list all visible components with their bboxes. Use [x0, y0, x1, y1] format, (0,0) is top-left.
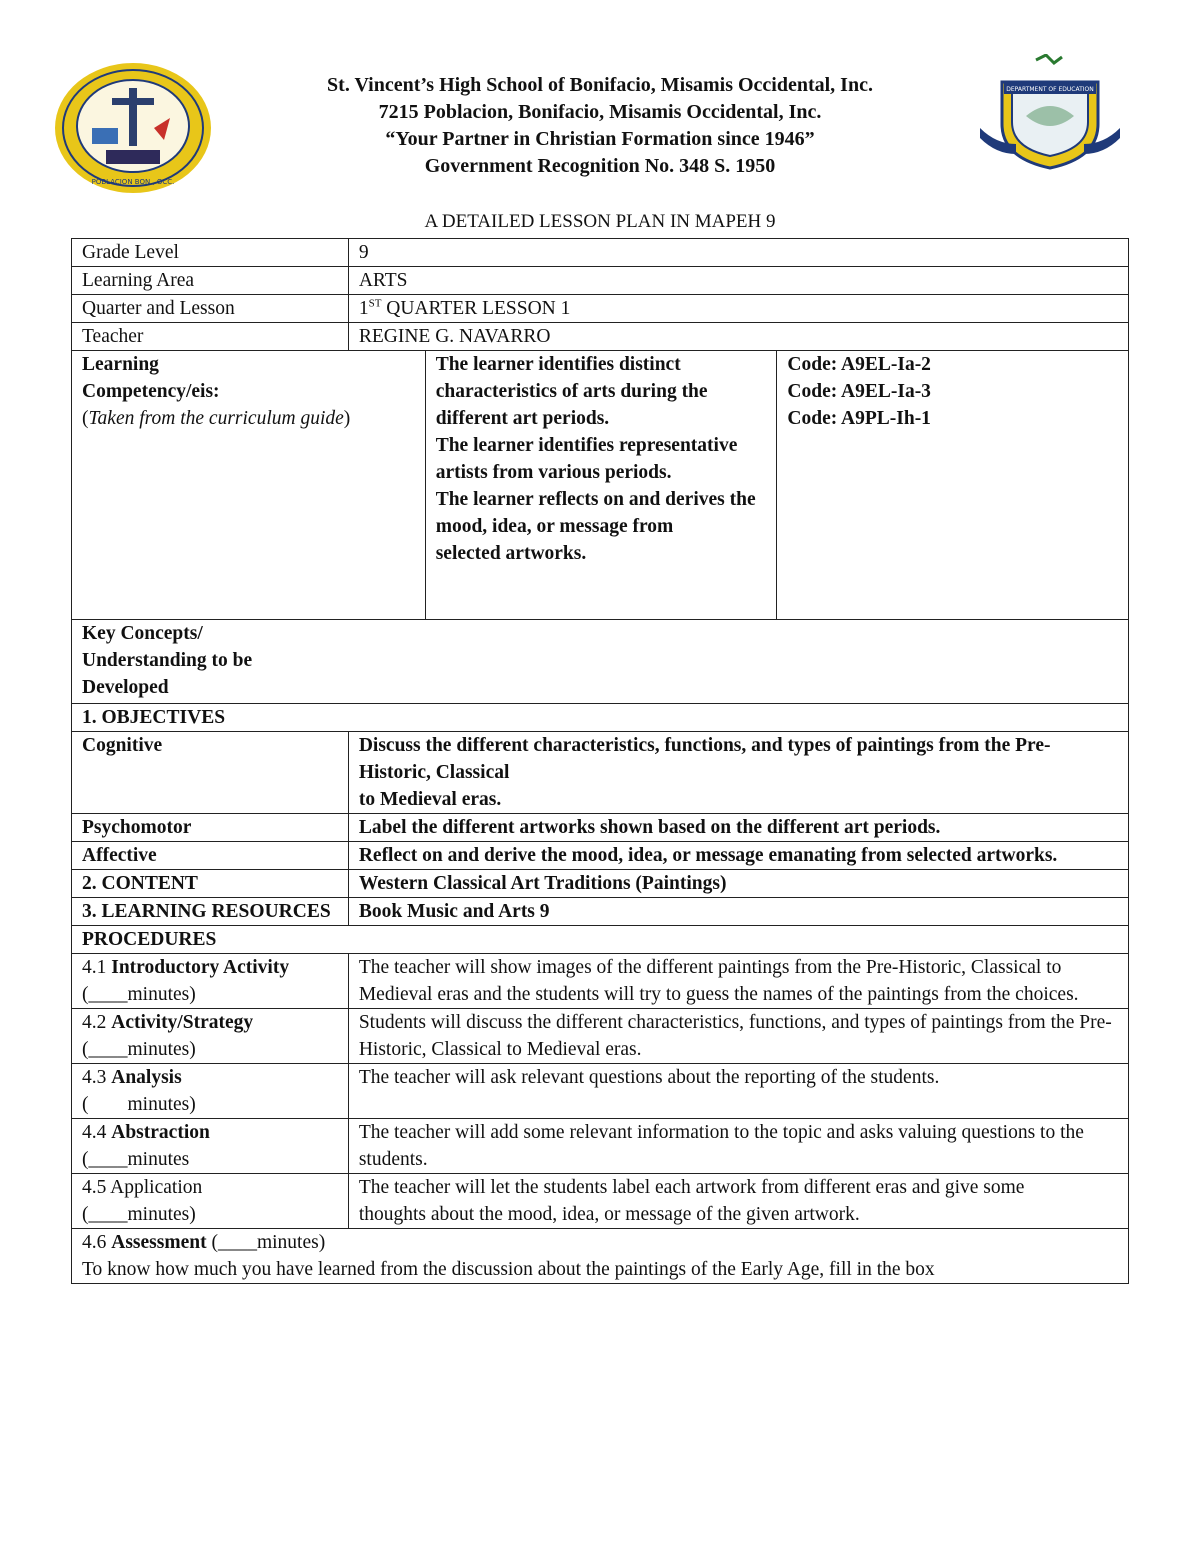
assessment-number: 4.6 — [82, 1232, 112, 1253]
abstraction-line: students. — [358, 1149, 428, 1170]
school-motto: “Your Partner in Christian Formation since 1946” — [385, 128, 815, 150]
assessment-cell — [72, 1229, 1129, 1284]
learning-area-value: ARTS — [348, 267, 1128, 295]
school-header — [220, 72, 980, 180]
table-row — [72, 1174, 1129, 1229]
application-line: The teacher will let the students label each artwork from different eras and give some — [358, 1177, 1025, 1198]
assessment-heading — [82, 1229, 1118, 1256]
government-recognition: Government Recognition No. 348 S. 1950 — [424, 155, 776, 177]
procedures-heading: PROCEDURES — [72, 926, 1129, 954]
deped-seal-logo — [976, 54, 1124, 172]
table-row — [72, 239, 1129, 267]
school-address: 7215 Poblacion, Bonifacio, Misamis Occidental, Inc. — [378, 101, 822, 123]
table-row — [72, 870, 1129, 898]
school-seal-logo — [54, 62, 212, 194]
cognitive-text — [348, 732, 1128, 814]
table-row — [72, 898, 1129, 926]
analysis-title: Analysis — [111, 1067, 182, 1088]
strategy-label — [72, 1009, 349, 1064]
analysis-label — [72, 1064, 349, 1119]
table-row — [72, 926, 1129, 954]
analysis-number: 4.3 — [82, 1067, 112, 1088]
resources-label: 3. LEARNING RESOURCES — [72, 898, 349, 926]
quarter-number: 1 — [358, 298, 369, 319]
table-row — [72, 323, 1129, 351]
strategy-number: 4.2 — [82, 1012, 112, 1033]
competency-item: The learner reflects on and derives the mood, idea, or message from — [435, 489, 756, 537]
content-value: Western Classical Art Traditions (Paintings) — [348, 870, 1128, 898]
table-row — [72, 704, 1129, 732]
quarter-label: Quarter and Lesson — [72, 295, 349, 323]
intro-number: 4.1 — [82, 957, 112, 978]
application-minutes: (____minutes) — [82, 1204, 196, 1225]
competency-code: Code: A9EL-Ia-3 — [787, 381, 931, 402]
quarter-text: QUARTER LESSON 1 — [381, 298, 571, 319]
table-row — [72, 732, 1129, 814]
intro-title: Introductory Activity — [111, 957, 290, 978]
competency-label-line1: Learning — [82, 354, 159, 375]
abstraction-line: The teacher will add some relevant information to the topic and asks valuing questions to the — [358, 1122, 1084, 1143]
assessment-minutes: (____minutes) — [206, 1232, 326, 1253]
application-title: 4.5 Application — [82, 1177, 203, 1198]
competency-label-cell — [72, 351, 426, 620]
key-concepts-cell — [72, 620, 1129, 704]
school-name: St. Vincent’s High School of Bonifacio, Misamis Occidental, Inc. — [327, 74, 873, 96]
grade-level-value: 9 — [348, 239, 1128, 267]
competency-label-line2: Competency/eis: — [82, 381, 220, 402]
competency-note-italic: Taken from the curriculum guide — [88, 408, 344, 429]
assessment-text: To know how much you have learned from the discussion about the paintings of the Early Age, fill in the box — [82, 1259, 935, 1280]
teacher-value: REGINE G. NAVARRO — [348, 323, 1128, 351]
application-text — [348, 1174, 1128, 1229]
table-row — [72, 295, 1129, 323]
psychomotor-text: Label the different artworks shown based on the different art periods. — [348, 814, 1128, 842]
competency-code: Code: A9EL-Ia-2 — [787, 354, 931, 375]
abstraction-title: Abstraction — [111, 1122, 210, 1143]
strategy-text — [348, 1009, 1128, 1064]
intro-line: The teacher will show images of the different paintings from the Pre-Historic, Classical to — [358, 957, 1062, 978]
intro-label — [72, 954, 349, 1009]
cognitive-label: Cognitive — [72, 732, 349, 814]
learning-area-label: Learning Area — [72, 267, 349, 295]
svg-text:DEPARTMENT OF EDUCATION: DEPARTMENT OF EDUCATION — [1006, 86, 1094, 93]
affective-label: Affective — [72, 842, 349, 870]
grade-level-label: Grade Level — [72, 239, 349, 267]
analysis-text: The teacher will ask relevant questions about the reporting of the students. — [348, 1064, 1128, 1119]
table-row — [72, 620, 1129, 704]
competency-code: Code: A9PL-Ih-1 — [787, 408, 931, 429]
strategy-minutes: (____minutes) — [82, 1039, 196, 1060]
psychomotor-label: Psychomotor — [72, 814, 349, 842]
table-row — [72, 1009, 1129, 1064]
application-line: thoughts about the mood, idea, or message of the given artwork. — [358, 1204, 860, 1225]
analysis-minutes: ( minutes) — [82, 1094, 196, 1115]
table-row — [72, 842, 1129, 870]
table-row — [72, 954, 1129, 1009]
competency-item: The learner identifies representative artists from various periods. — [435, 435, 738, 483]
table-row — [72, 351, 1129, 620]
abstraction-text — [348, 1119, 1128, 1174]
strategy-line: Students will discuss the different characteristics, functions, and types of paintings from the Pre- — [358, 1012, 1112, 1033]
svg-text:POBLACION BON., OCC.: POBLACION BON., OCC. — [91, 178, 175, 186]
table-row — [72, 1229, 1129, 1284]
abstraction-number: 4.4 — [82, 1122, 112, 1143]
table-row — [72, 814, 1129, 842]
table-row — [72, 1064, 1129, 1119]
content-label: 2. CONTENT — [72, 870, 349, 898]
quarter-value — [348, 295, 1128, 323]
lesson-plan-title: A DETAILED LESSON PLAN IN MAPEH 9 — [424, 211, 776, 232]
abstraction-label — [72, 1119, 349, 1174]
cognitive-line: Discuss the different characteristics, functions, and types of paintings from the Pre-Historic, Classical — [358, 735, 1051, 783]
resources-value: Book Music and Arts 9 — [348, 898, 1128, 926]
competency-note: (Taken from the curriculum guide) — [82, 408, 351, 429]
competency-codes-cell — [777, 351, 1129, 620]
application-label — [72, 1174, 349, 1229]
lesson-plan-table — [71, 238, 1129, 1284]
abstraction-minutes: (____minutes — [82, 1149, 190, 1170]
key-concepts-label: Key Concepts/ Understanding to be Developed — [82, 623, 253, 698]
quarter-ordinal: ST — [368, 297, 382, 310]
competency-item: The learner identifies distinct characteristics of arts during the different art periods. — [435, 354, 708, 429]
table-row — [72, 267, 1129, 295]
affective-text: Reflect on and derive the mood, idea, or message emanating from selected artworks. — [348, 842, 1128, 870]
teacher-label: Teacher — [72, 323, 349, 351]
competency-item: selected artworks. — [435, 543, 587, 564]
assessment-title: Assessment — [111, 1232, 207, 1253]
table-row — [72, 1119, 1129, 1174]
cognitive-line: to Medieval eras. — [358, 789, 502, 810]
strategy-title: Activity/Strategy — [111, 1012, 254, 1033]
strategy-line: Historic, Classical to Medieval eras. — [358, 1039, 642, 1060]
intro-minutes: (____minutes) — [82, 984, 196, 1005]
competency-items-cell — [425, 351, 777, 620]
objectives-heading: 1. OBJECTIVES — [72, 704, 1129, 732]
intro-text — [348, 954, 1128, 1009]
intro-line: Medieval eras and the students will try to guess the names of the paintings from the choices. — [358, 984, 1079, 1005]
